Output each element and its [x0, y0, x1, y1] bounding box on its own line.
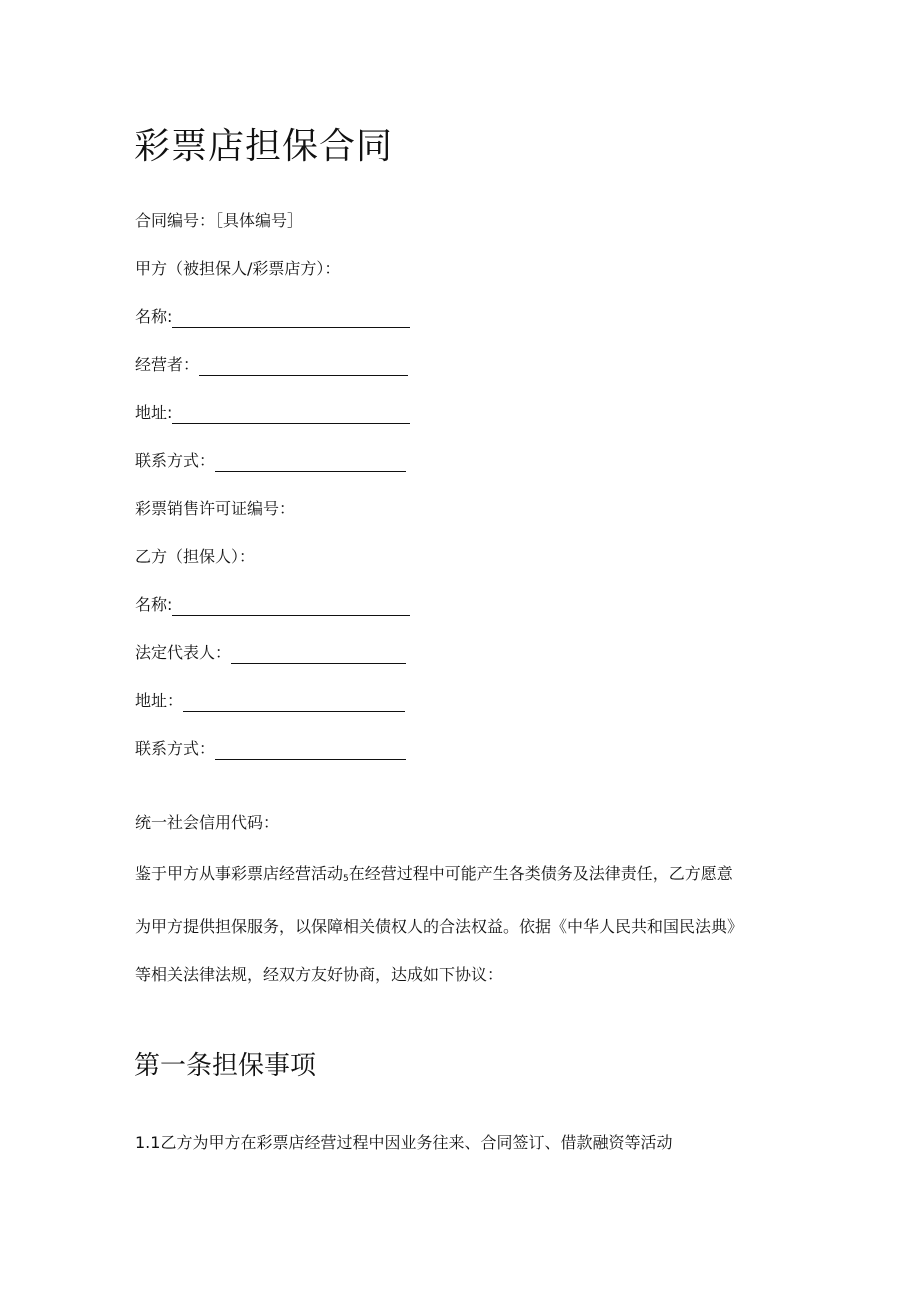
party-a-license-field: 彩票销售许可证编号：: [135, 499, 296, 518]
contract-number: 合同编号：［具体编号］: [135, 211, 304, 230]
preamble-line-1-a: 鉴于甲方从事彩票店经营活动: [135, 864, 344, 883]
party-a-name-field: [135, 306, 410, 328]
party-a-operator-field: [135, 354, 408, 376]
document-title: 彩票店担保合同: [134, 126, 394, 167]
party-b-contact-field: [135, 738, 406, 760]
party-b-heading: 乙方（担保人）：: [135, 547, 256, 566]
blank-line: [215, 743, 406, 760]
blank-line: [215, 455, 406, 472]
article-1-heading: 第一条担保事项: [134, 1051, 317, 1081]
party-b-credit-code-field: 统一社会信用代码：: [135, 813, 280, 832]
preamble-line-1: [135, 850, 795, 903]
blank-line: [172, 311, 410, 328]
preamble-line-2: 为甲方提供担保服务，以保障相关债权人的合法权益。依据《中华人民共和国民法典》: [135, 917, 744, 936]
preamble-line-1-sub: 5: [343, 874, 349, 884]
party-a-heading: 甲方（被担保人/彩票店方）：: [135, 259, 341, 278]
field-label: 经营者：: [135, 355, 200, 374]
preamble-paragraph: [135, 850, 795, 999]
party-a-contact-field: [135, 450, 406, 472]
blank-line: [231, 647, 406, 664]
field-label: 名称:: [135, 307, 173, 326]
preamble-line-1-b: 在经营过程中可能产生各类债务及法律责任，乙方愿意: [348, 864, 733, 883]
blank-line: [172, 599, 410, 616]
blank-line: [172, 407, 410, 424]
clause-1-1: 1.1乙方为甲方在彩票店经营过程中因业务往来、合同签订、借款融资等活动: [135, 1133, 673, 1152]
party-a-address-field: [135, 402, 410, 424]
blank-line: [183, 695, 405, 712]
field-label: 地址:: [135, 403, 173, 422]
party-b-address-field: [135, 690, 405, 712]
field-label: 联系方式：: [135, 739, 216, 758]
field-label: 地址：: [135, 691, 184, 710]
field-label: 名称:: [135, 595, 173, 614]
blank-line: [199, 359, 408, 376]
party-b-name-field: [135, 594, 410, 616]
party-b-rep-field: [135, 642, 406, 664]
field-label: 法定代表人：: [135, 643, 232, 662]
preamble-line-3: 等相关法律法规，经双方友好协商，达成如下协议：: [135, 965, 504, 984]
field-label: 联系方式：: [135, 451, 216, 470]
